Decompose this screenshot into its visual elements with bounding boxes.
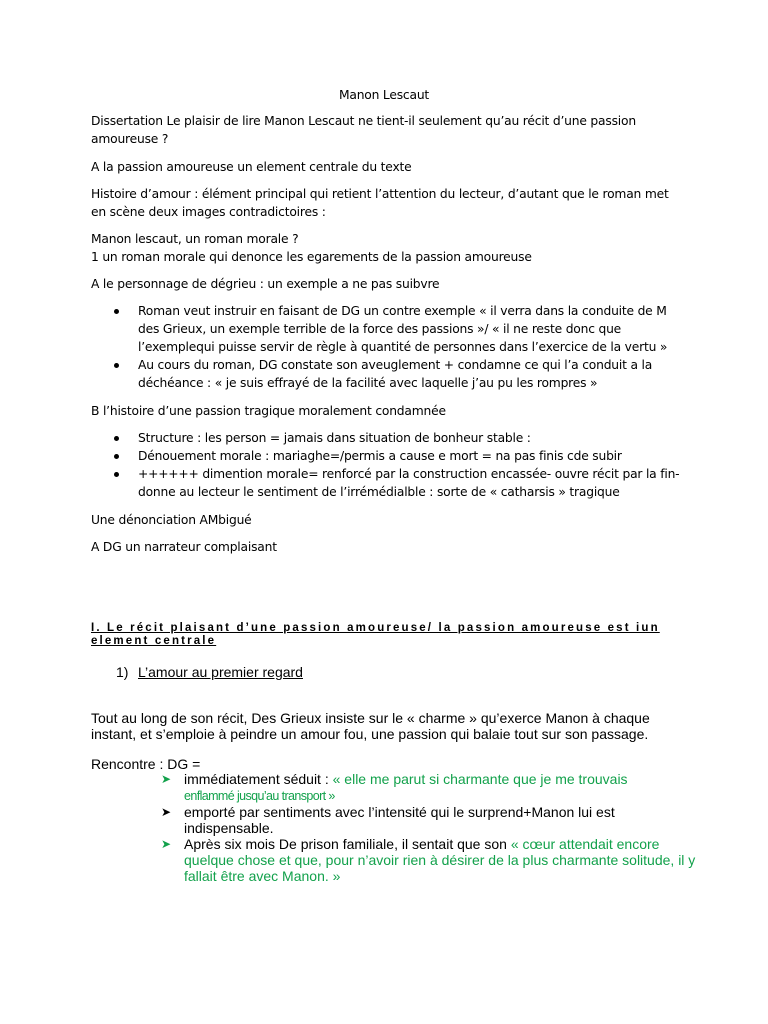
list-item <box>0 771 700 804</box>
subsection-heading <box>116 664 303 680</box>
histoire-paragraph: Histoire d’amour : élément principal qui retient l’attention du lecteur, d’autant que le roman met en scène deux images contradictoires : <box>91 187 669 219</box>
part-a-heading: A la passion amoureuse un element centrale du texte <box>91 160 412 174</box>
denonciation-heading: Une dénonciation AMbigué <box>91 513 252 527</box>
list-item <box>0 836 700 884</box>
list-item-text: Après six mois De prison familiale, il sentait que son <box>184 836 511 852</box>
list-item <box>0 804 700 836</box>
list-item <box>0 447 680 465</box>
bullet-icon <box>114 363 119 368</box>
list-item <box>0 465 680 501</box>
intro-paragraph: Tout au long de son récit, Des Grieux insiste sur le « charme » qu’exerce Manon à chaque instant, et s’emploie à peindre un amour fou, une passion qui balaie tout sur son passage. <box>91 710 650 742</box>
quote-text: « cœur attendait encore quelque chose et que, pour n’avoir rien à désirer de la plus charmante solitude, il y fallait être avec Manon. » <box>184 836 696 884</box>
list-item-text: Structure : les person = jamais dans situation de bonheur stable : <box>138 431 531 445</box>
list-item-text: emporté par sentiments avec l’intensité qui le surprend+Manon lui est indispensable. <box>184 804 615 836</box>
personnage-heading: A le personnage de dégrieu : un exemple a ne pas suibvre <box>91 277 440 291</box>
roman-morale-question: Manon lescaut, un roman morale ? <box>91 232 299 246</box>
list-item <box>0 302 680 356</box>
subsection-number: 1) <box>116 664 129 680</box>
narrateur-heading: A DG un narrateur complaisant <box>91 540 277 554</box>
list-item-text: ++++++ dimention morale= renforcé par la construction encassée- ouvre récit par la fin- donne au lecteur le sentiment de l’irrémédialble : sorte de « catharsis » tragique <box>138 467 680 499</box>
roman-morale-point-1: 1 un roman morale qui denonce les egarements de la passion amoureuse <box>91 250 532 264</box>
bullet-icon <box>114 436 119 441</box>
arrow-icon: ➤ <box>161 805 172 819</box>
subsection-title: L’amour au premier regard <box>138 664 303 680</box>
bullet-list-2 <box>0 429 680 501</box>
arrow-icon: ➤ <box>161 837 172 851</box>
quote-text-small: enflammé jusqu’au transport » <box>184 789 335 803</box>
list-item-text: Dénouement morale : mariaghe=/permis a cause e mort = na pas finis cde subir <box>138 449 622 463</box>
list-item-text: Au cours du roman, DG constate son aveuglement + condamne ce qui l’a conduit a la déchéance : « je suis effrayé de la facilité avec laquelle j’au pu les rompres » <box>138 358 653 390</box>
list-item-text: Roman veut instruir en faisant de DG un contre exemple « il verra dans la conduite de M des Grieux, un exemple terrible de la force des passions »/ « il ne reste donc que l’exemplequi puisse servir de règle à quantité de personnes dans l’exercice de la vertu » <box>138 304 668 354</box>
quote-text: « elle me parut si charmante que je me trouvais <box>332 771 628 787</box>
arrow-icon: ➤ <box>161 772 172 786</box>
bullet-list-1 <box>0 302 680 392</box>
page-title: Manon Lescaut <box>338 88 430 102</box>
arrow-list <box>0 771 700 884</box>
list-item <box>0 356 680 392</box>
bullet-icon <box>114 472 119 477</box>
rencontre-label: Rencontre : DG = <box>91 756 201 772</box>
bullet-icon <box>114 454 119 459</box>
list-item-text: immédiatement séduit : <box>184 771 333 787</box>
section-heading: I. Le récit plaisant d’une passion amoureuse/ la passion amoureuse est iun element centrale <box>91 622 660 647</box>
list-item <box>0 429 680 447</box>
bullet-icon <box>114 309 119 314</box>
part-b-heading: B l’histoire d’une passion tragique moralement condamnée <box>91 404 446 418</box>
dissertation-question: Dissertation Le plaisir de lire Manon Lescaut ne tient-il seulement qu’au récit d’une passion amoureuse ? <box>91 114 636 146</box>
